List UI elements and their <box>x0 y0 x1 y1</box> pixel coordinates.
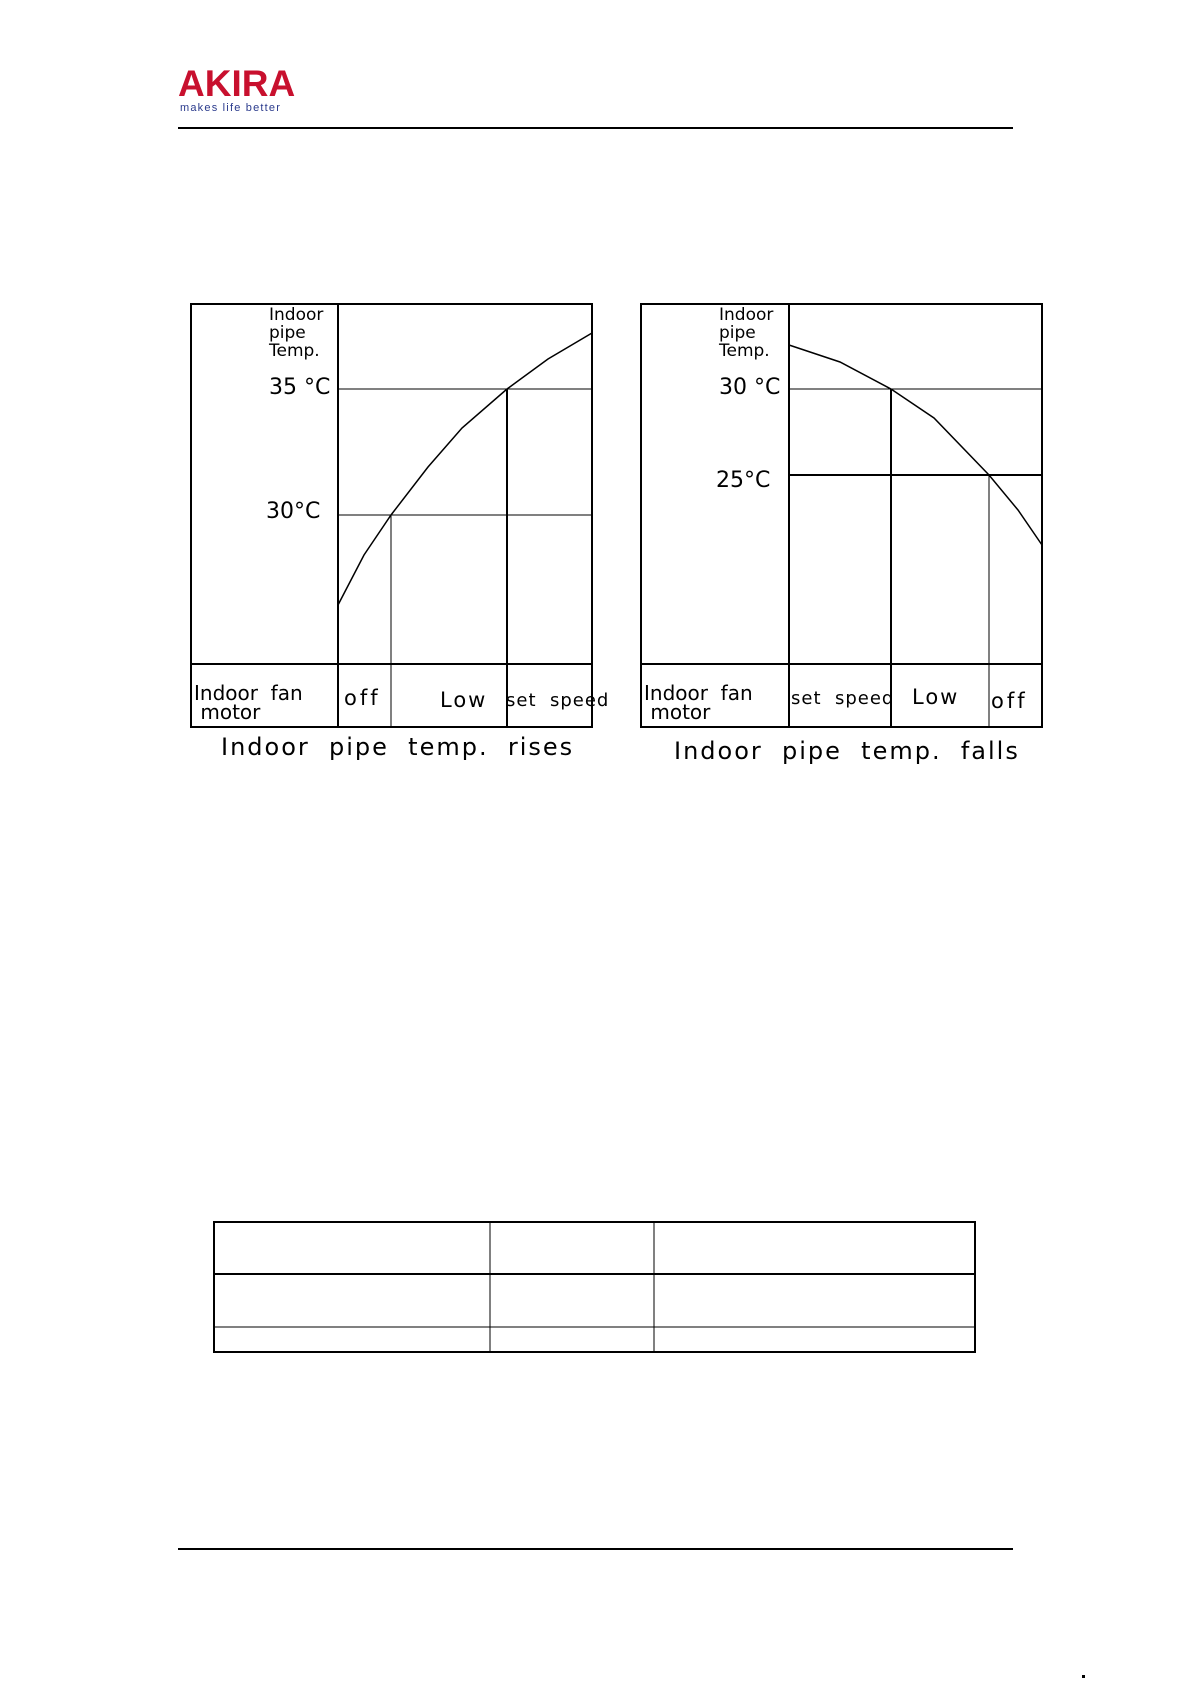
diagram-rises <box>191 304 592 727</box>
diagram-rises-temperature-curve <box>338 333 592 605</box>
diagram-falls-state-low: Low <box>912 685 960 709</box>
diagram-rises-caption: Indoor pipe temp. rises <box>221 733 575 761</box>
table-border <box>214 1222 975 1352</box>
diagram-rises-y-label-2: pipe <box>269 323 306 343</box>
diagram-rises-threshold-high: 35 °C <box>269 375 331 400</box>
diagram-falls-state-off: off <box>991 689 1028 713</box>
diagram-rises-labels <box>194 305 609 761</box>
brand-tagline: makes life better <box>180 102 282 114</box>
diagram-falls-state-set-speed: set speed <box>791 688 895 709</box>
diagram-rises-state-low: Low <box>440 688 488 712</box>
diagram-rises-y-label-1: Indoor <box>269 305 324 325</box>
page-corner-mark <box>1082 1675 1085 1678</box>
diagram-falls-y-label-1: Indoor <box>719 305 774 325</box>
diagram-falls-caption: Indoor pipe temp. falls <box>674 737 1020 765</box>
diagram-rises-row-label-1: Indoor fan <box>194 681 303 705</box>
diagram-falls-temperature-curve <box>789 345 1042 545</box>
diagram-rises-state-set-speed: set speed <box>506 690 610 711</box>
diagram-rises-row-label-2: motor <box>194 700 261 724</box>
blank-table <box>213 1221 976 1353</box>
diagram-falls-row-label-1: Indoor fan <box>644 681 753 705</box>
diagram-rises-y-label-3: Temp. <box>269 341 320 361</box>
diagram-rises-state-off: off <box>344 686 381 710</box>
diagram-falls-row-label-2: motor <box>644 700 711 724</box>
diagram-falls-threshold-high: 30 °C <box>719 375 781 400</box>
brand-name: AKIRA <box>178 63 296 104</box>
diagram-falls-y-label-2: pipe <box>719 323 756 343</box>
diagram-falls <box>641 304 1042 727</box>
diagram-falls-threshold-low: 25°C <box>716 468 771 493</box>
diagram-falls-labels <box>644 305 1028 765</box>
footer-rule <box>178 1548 1013 1550</box>
diagram-rises-threshold-low: 30°C <box>266 499 321 524</box>
diagram-falls-y-label-3: Temp. <box>719 341 770 361</box>
